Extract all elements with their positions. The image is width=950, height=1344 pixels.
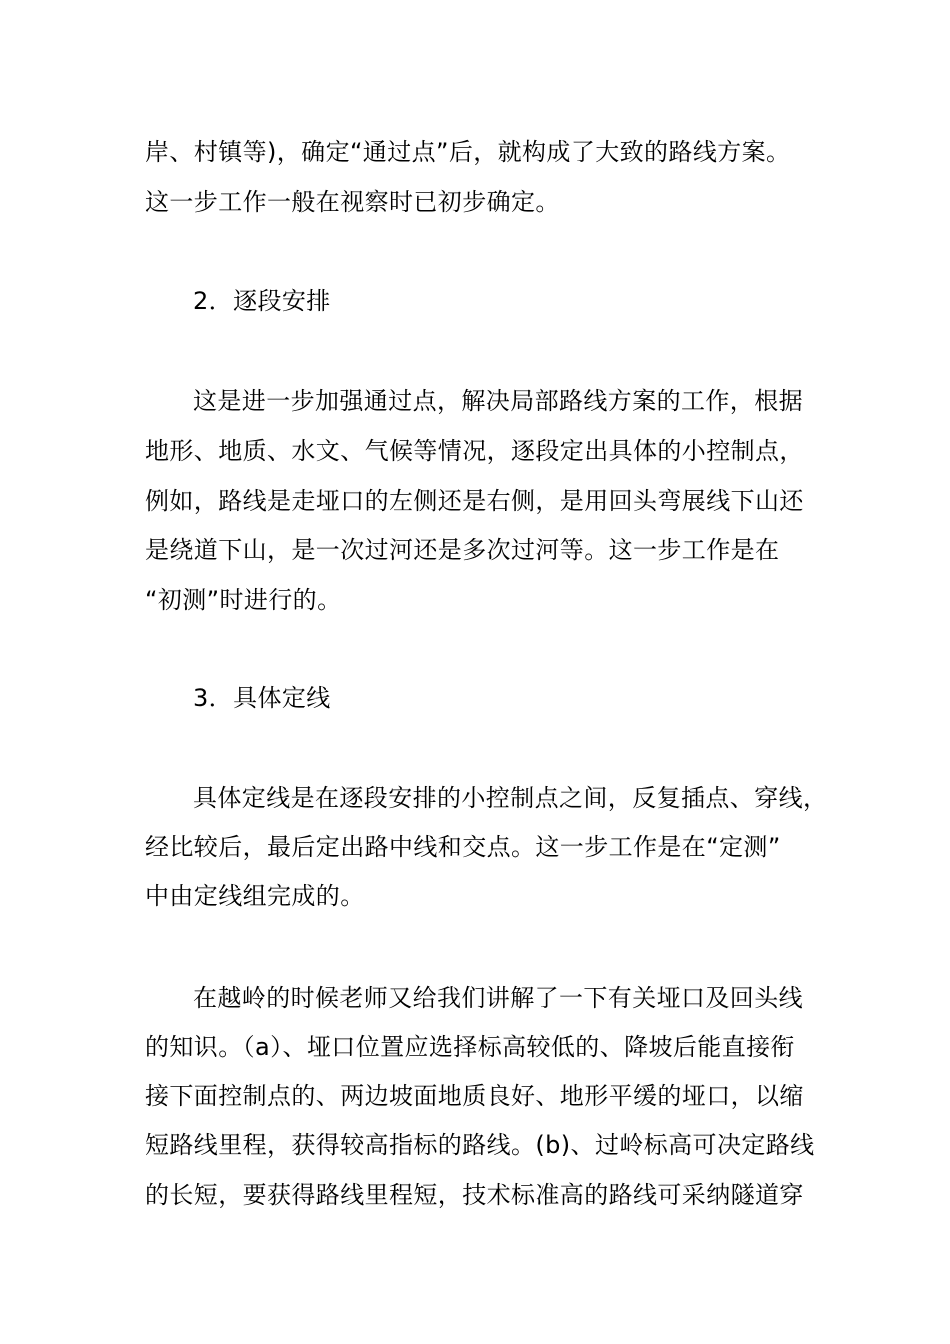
paragraph-2-line-5: “初测”时进行的。 bbox=[145, 586, 342, 614]
paragraph-4-line-4: 短路线里程，获得较高指标的路线。(b)、过岭标高可决定路线 bbox=[145, 1131, 815, 1159]
paragraph-2-line-2: 地形、地质、水文、气候等情况，逐段定出具体的小控制点， bbox=[145, 437, 804, 465]
paragraph-1-line-2: 这一步工作一般在视察时已初步确定。 bbox=[145, 188, 560, 216]
paragraph-4-line-5: 的长短，要获得路线里程短，技术标准高的路线可采纳隧道穿 bbox=[145, 1181, 804, 1209]
paragraph-3-line-1: 具体定线是在逐段安排的小控制点之间，反复插点、穿线， bbox=[193, 784, 828, 812]
paragraph-3-line-2: 经比较后，最后定出路中线和交点。这一步工作是在“定测” bbox=[145, 833, 781, 861]
paragraph-4-line-1: 在越岭的时候老师又给我们讲解了一下有关垭口及回头线 bbox=[193, 984, 803, 1012]
section-heading-3: 3．具体定线 bbox=[193, 684, 331, 712]
paragraph-3-line-3: 中由定线组完成的。 bbox=[145, 882, 365, 910]
paragraph-2-line-1: 这是进一步加强通过点，解决局部路线方案的工作，根据 bbox=[193, 387, 803, 415]
paragraph-1-line-1: 岸、村镇等)，确定“通过点”后，就构成了大致的路线方案。 bbox=[145, 138, 791, 166]
paragraph-2-line-3: 例如，路线是走垭口的左侧还是右侧，是用回头弯展线下山还 bbox=[145, 487, 804, 515]
section-heading-2: 2．逐段安排 bbox=[193, 287, 331, 315]
paragraph-4-line-3: 接下面控制点的、两边坡面地质良好、地形平缓的垭口，以缩 bbox=[145, 1082, 804, 1110]
paragraph-4-line-2: 的知识。（a）、垭口位置应选择标高较低的、降坡后能直接衔 bbox=[145, 1033, 795, 1061]
paragraph-2-line-4: 是绕道下山，是一次过河还是多次过河等。这一步工作是在 bbox=[145, 536, 780, 564]
